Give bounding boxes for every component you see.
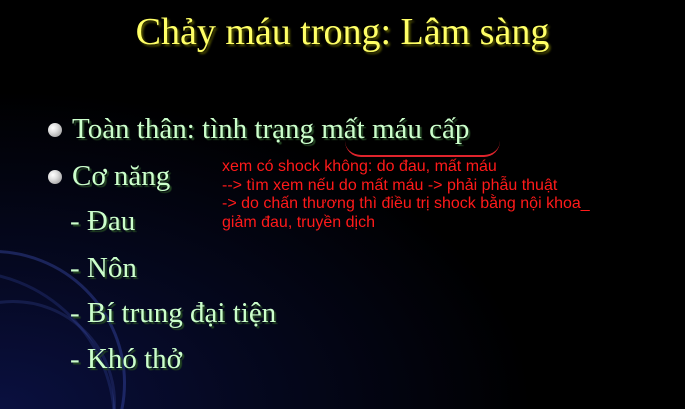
sub-item-pain: - Đau [70, 205, 136, 237]
sub-item-vomit: - Nôn [70, 252, 137, 284]
annotation-line: xem có shock không: do đau, mất máu [222, 158, 497, 175]
slide-title: Chảy máu trong: Lâm sàng [135, 11, 550, 53]
bullet-dot-icon [48, 123, 62, 137]
annotation-line: -> do chấn thương thì điều trị shock bằng nội khoa_ [222, 195, 590, 212]
annotation-underline [345, 141, 500, 157]
sub-item-bowel-obstruction: - Bí trung đại tiện [70, 297, 277, 329]
handwritten-annotation [222, 158, 590, 232]
annotation-line: giảm đau, truyền dịch [222, 213, 375, 231]
bullet-item-functional [48, 160, 170, 193]
bullet-dot-icon [48, 170, 62, 184]
bullet-label: Toàn thân: tình trạng mất máu cấp [72, 113, 470, 145]
annotation-line: --> tìm xem nếu do mất máu -> phải phẫu thuật [222, 176, 558, 194]
sub-item-dyspnea: - Khó thở [70, 343, 182, 375]
bullet-label: Cơ năng [72, 160, 171, 192]
